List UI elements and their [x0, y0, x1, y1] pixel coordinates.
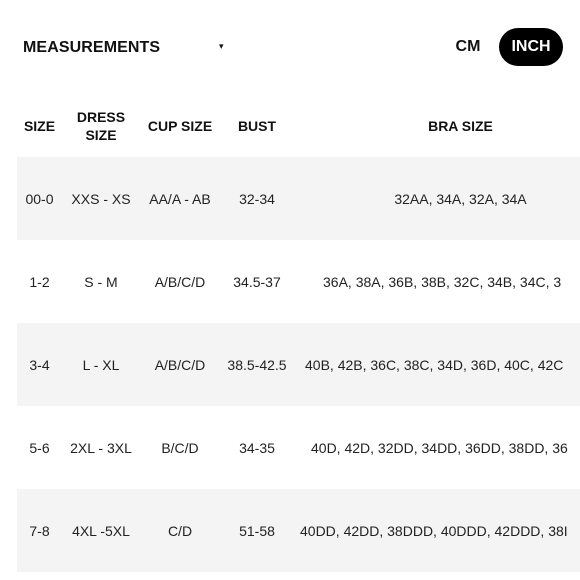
size-chart-toolbar — [0, 0, 580, 95]
cell-size: 5-6 — [29, 439, 50, 456]
cell-cup-size: C/D — [167, 522, 193, 539]
cell-bra-size — [294, 406, 580, 489]
cell-bra-size-text: 40B, 42B, 36C, 38C, 34D, 36D, 40C, 42C — [305, 356, 564, 373]
table-row — [17, 406, 580, 489]
header-dress-size — [62, 95, 140, 157]
table-row — [17, 157, 580, 240]
cell-bust: 51-58 — [239, 522, 275, 539]
cell-cup-size: B/C/D — [161, 439, 199, 456]
cell-cup-size: AA/A - AB — [149, 190, 211, 207]
chevron-down-icon: ▾ — [219, 41, 224, 51]
cell-bra-size-text: 40DD, 42DD, 38DDD, 40DDD, 42DDD, 38I — [300, 522, 568, 539]
cell-dress-size: 4XL -5XL — [72, 522, 130, 539]
cell-bust: 34.5-37 — [233, 273, 281, 290]
size-chart-table — [17, 95, 580, 572]
header-bust: BUST — [237, 118, 277, 134]
measurements-label: MEASUREMENTS — [23, 39, 161, 56]
table-header-row — [17, 95, 580, 157]
cell-bra-size — [294, 323, 580, 406]
cell-cup-size: A/B/C/D — [154, 273, 206, 290]
header-bra-size: BRA SIZE — [428, 118, 493, 134]
cell-bust: 32-34 — [239, 190, 275, 207]
cell-size: 1-2 — [29, 273, 50, 290]
cell-bra-size — [294, 240, 580, 323]
header-size: SIZE — [23, 118, 56, 134]
cell-size: 00-0 — [25, 190, 54, 207]
header-dress-size-label: DRESS SIZE — [76, 109, 126, 143]
unit-toggle-inch[interactable]: INCH — [499, 28, 563, 66]
cell-dress-size: 2XL - 3XL — [70, 439, 132, 456]
table-row — [17, 489, 580, 572]
cell-bra-size-text: 36A, 38A, 36B, 38B, 32C, 34B, 34C, 3 — [323, 273, 562, 290]
unit-toggle-cm[interactable]: CM — [455, 38, 481, 55]
measurements-dropdown[interactable] — [23, 35, 228, 61]
cell-bra-size: 32AA, 34A, 32A, 34A — [394, 190, 527, 207]
cell-dress-size: L - XL — [82, 356, 120, 373]
table-row — [17, 323, 580, 406]
cell-size: 3-4 — [29, 356, 50, 373]
cell-dress-size: XXS - XS — [71, 190, 131, 207]
cell-dress-size: S - M — [84, 273, 118, 290]
cell-bra-size — [294, 489, 580, 572]
cell-cup-size: A/B/C/D — [154, 356, 206, 373]
cell-bust: 34-35 — [239, 439, 275, 456]
cell-bra-size-text: 40D, 42D, 32DD, 34DD, 36DD, 38DD, 36 — [311, 439, 568, 456]
cell-size: 7-8 — [29, 522, 50, 539]
table-row — [17, 240, 580, 323]
cell-bust: 38.5-42.5 — [227, 356, 287, 373]
header-cup-size: CUP SIZE — [147, 118, 213, 134]
